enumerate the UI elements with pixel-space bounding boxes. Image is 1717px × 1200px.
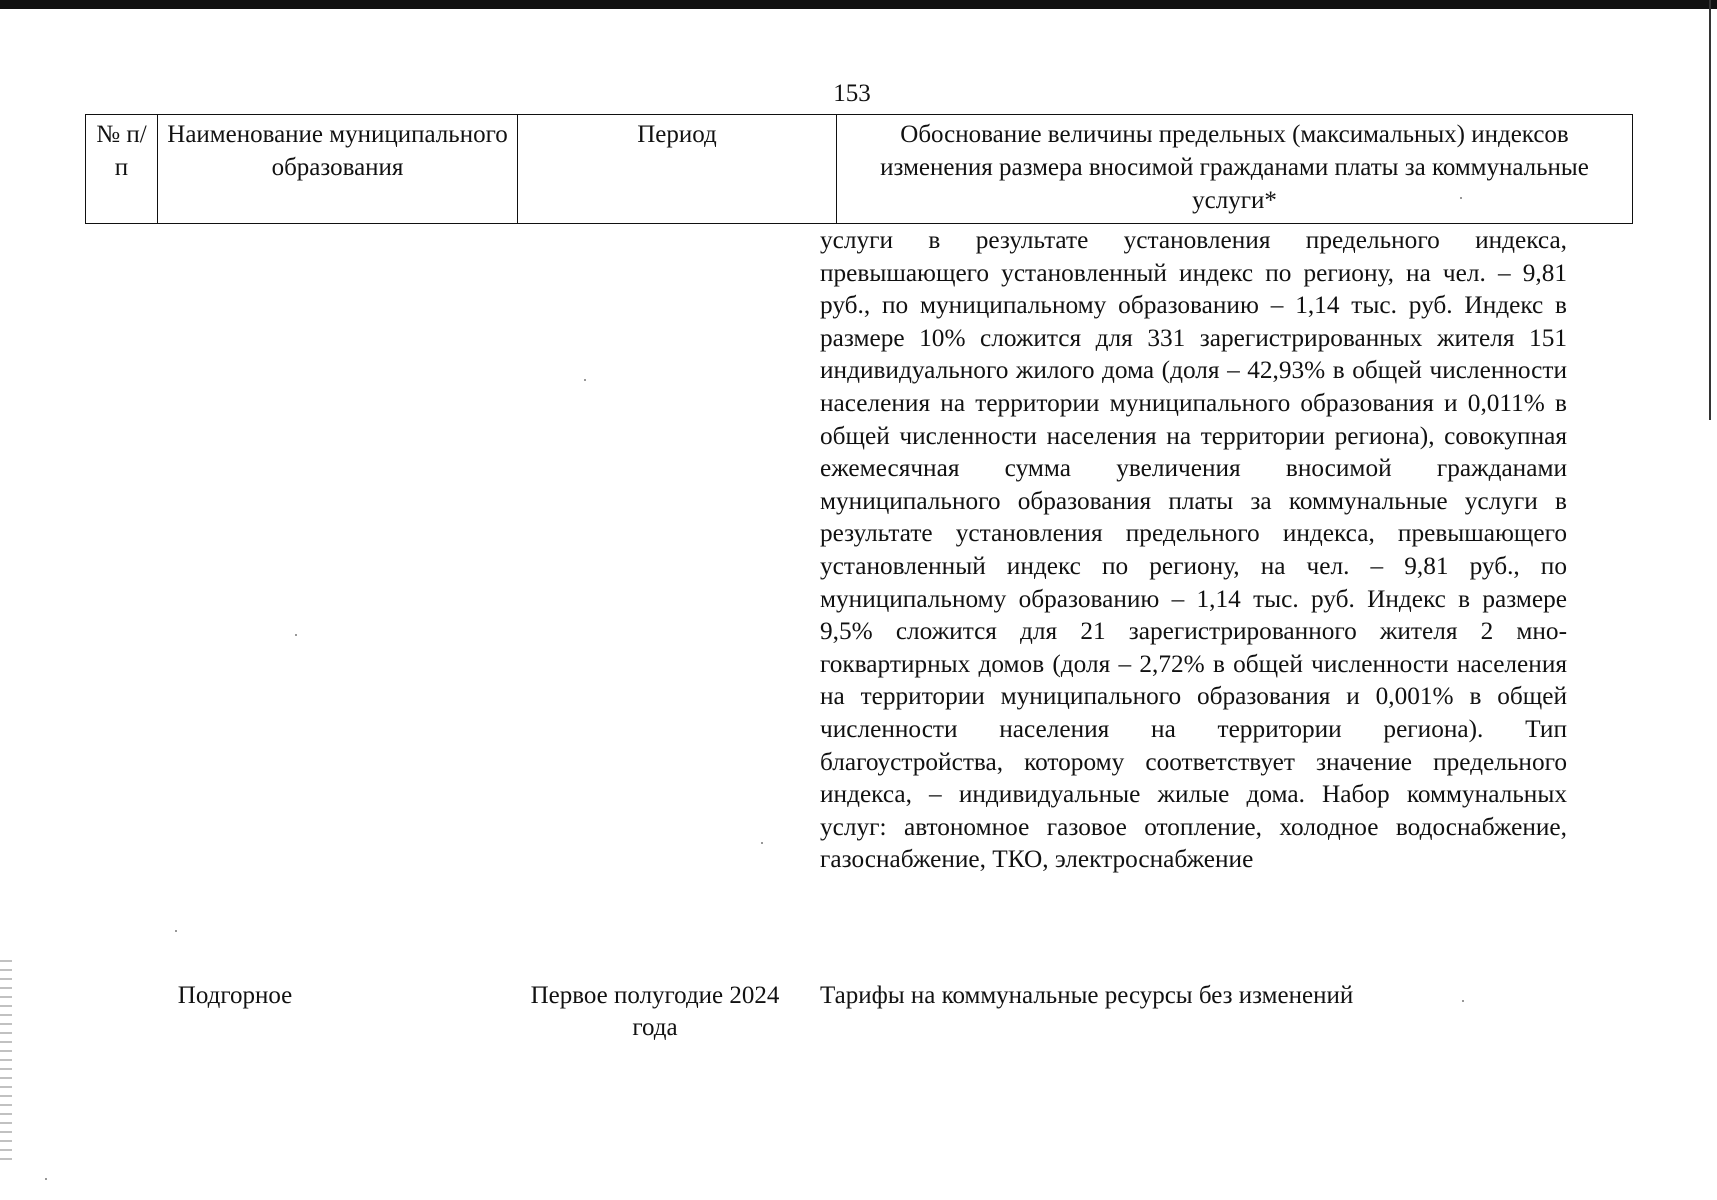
scan-speck <box>295 634 297 636</box>
period-value: Первое полугодие 2024 года <box>530 982 780 1041</box>
scan-speck <box>584 379 586 381</box>
header-cell-justification: Обоснование величины предельных (максимальных) индексов изменения размера вносимой гражданами платы за коммунальные услуги* <box>837 115 1633 224</box>
scan-border-right <box>1709 0 1711 420</box>
justification-value: Тарифы на коммунальные ресурсы без изменений <box>820 982 1354 1009</box>
scan-edge-noise <box>0 960 12 1160</box>
justification-paragraph: услуги в результате установления предельного индекса, превышающего установленный индекс по региону, на чел. – 9,81 руб., по муниципальному образованию – 1,14 тыс. руб. Индекс в размере 10% сложится для 331 зарегистрированных жителя 151 индивидуального жилого дома (доля – 42,93% в общей численности населения на территории муниципального образования и 0,011% в общей численности населения на территории региона), совокупная ежемесячная сумма увеличения вносимой гражданами муниципального образования платы за коммунальные услуги в результате установления предельного индекса, превышающего установленный индекс по региону, на чел. – 9,81 руб., по муниципальному образованию – 1,14 тыс. руб. Индекс в размере 9,5% сложится для 21 зарегистрированного жителя 2 многоквартирных домов (доля – 2,72% в общей численности населения на территории муниципального образования и 0,001% в общей численности населения на территории региона). Тип благоустройства, которому соответствует значение предельного индекса, – индивидуальные жилые дома. Набор коммунальных услуг: автономное газовое отопление, холодное водоснабжение, газоснабжение, ТКО, электроснабжение <box>820 226 1567 874</box>
header-cell-period: Период <box>518 115 837 224</box>
header-cell-number: № п/п <box>86 115 158 224</box>
page-number: 153 <box>833 80 871 107</box>
scan-speck <box>45 1178 47 1180</box>
municipality-name: Подгорное <box>177 982 293 1009</box>
header-cell-municipality: Наименование муниципального образования <box>158 115 518 224</box>
justification-continuation <box>820 224 1567 876</box>
scan-border-top <box>0 0 1717 9</box>
scan-speck <box>1460 197 1462 199</box>
scan-speck <box>175 930 177 932</box>
table-header <box>85 114 1633 224</box>
scan-speck <box>761 842 763 844</box>
scan-speck <box>1462 1000 1464 1002</box>
header-row <box>86 115 1633 224</box>
